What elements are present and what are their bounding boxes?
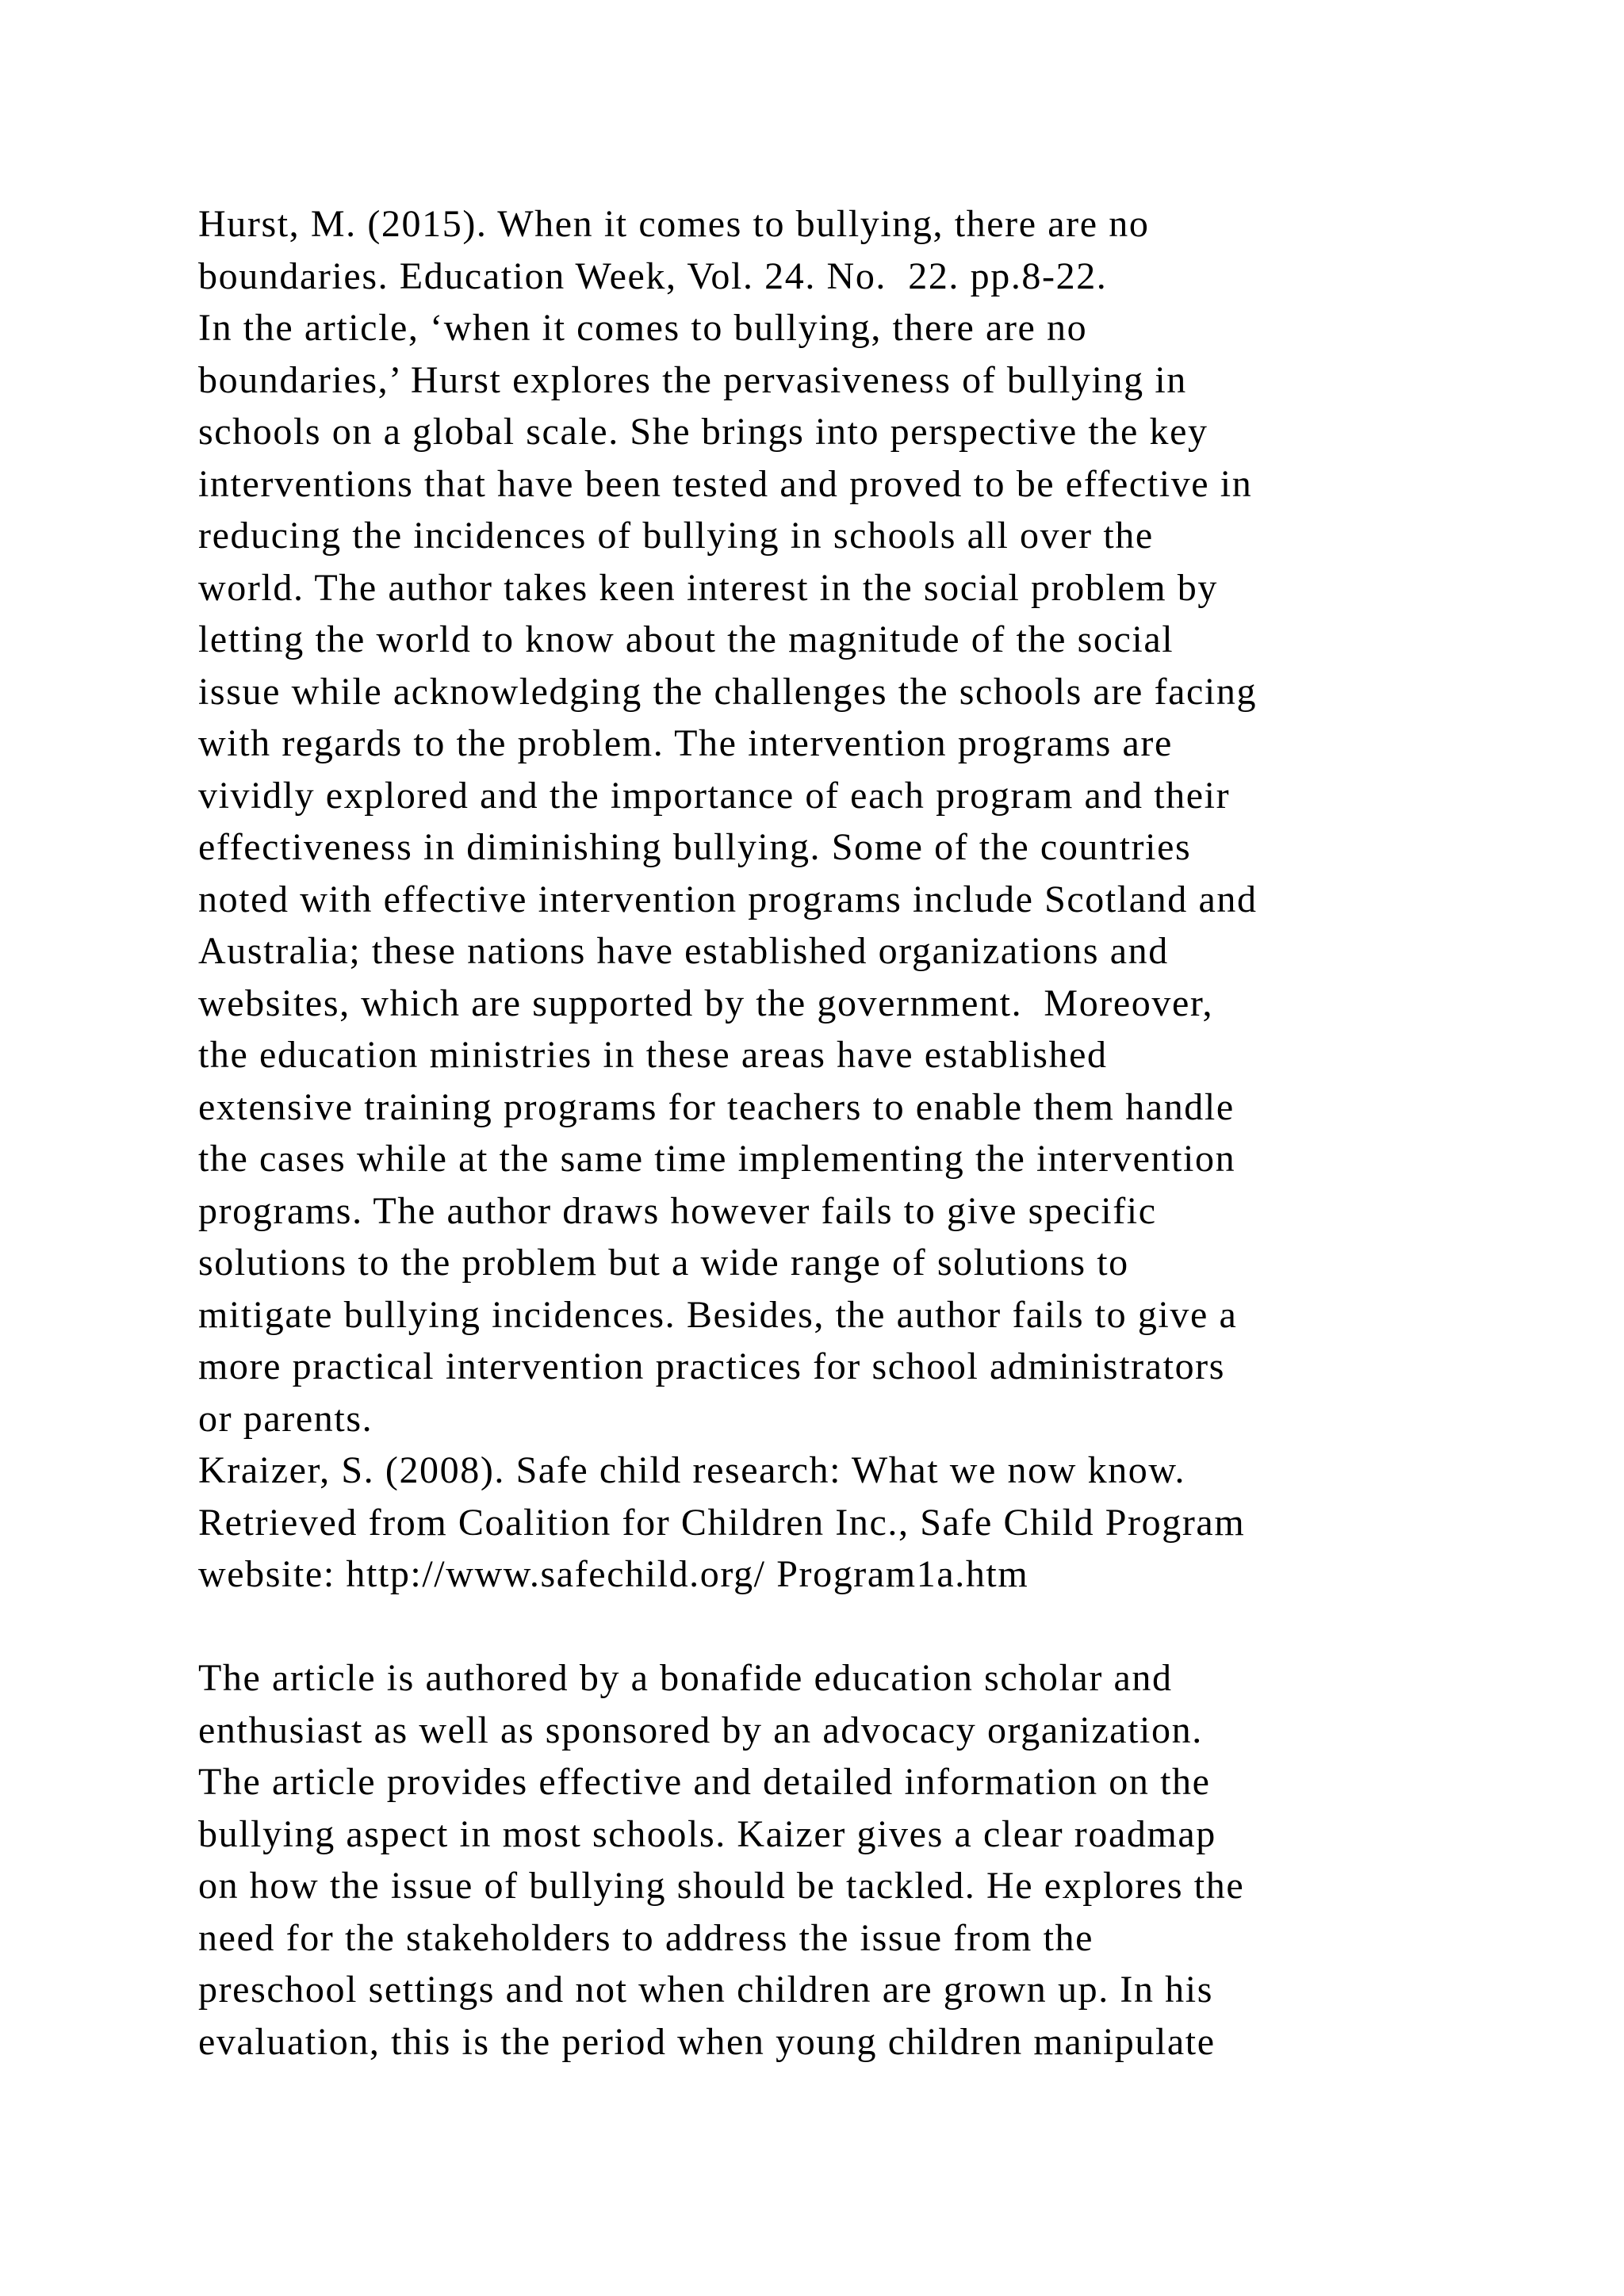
text-line: The article provides effective and detailed information on the [198,1761,1211,1803]
text-line: world. The author takes keen interest in the social problem by [198,566,1218,609]
text-line: programs. The author draws however fails to give specific [198,1189,1157,1232]
text-line: website: http://www.safechild.org/ Program1a.htm [198,1553,1029,1595]
text-line: or parents. [198,1397,373,1440]
text-line: In the article, ‘when it comes to bullying, there are no [198,307,1088,349]
text-line: on how the issue of bullying should be tackled. He explores the [198,1865,1245,1907]
text-line: extensive training programs for teachers to enable them handle [198,1085,1235,1128]
blank-line [198,1601,1515,1653]
text-line: solutions to the problem but a wide range of solutions to [198,1242,1129,1284]
text-line: boundaries. Education Week, Vol. 24. No. 22. pp.8-22. [198,254,1108,297]
text-line: boundaries,’ Hurst explores the pervasiveness of bullying in [198,358,1187,401]
text-line: the education ministries in these areas have established [198,1034,1108,1076]
text-line: more practical intervention practices for school administrators [198,1345,1226,1387]
text-line: preschool settings and not when children are grown up. In his [198,1969,1213,2011]
text-line: bullying aspect in most schools. Kaizer gives a clear roadmap [198,1812,1216,1855]
text-line: interventions that have been tested and proved to be effective in [198,462,1253,505]
text-line: websites, which are supported by the government. Moreover, [198,982,1214,1024]
text-line: schools on a global scale. She brings into perspective the key [198,411,1208,453]
text-line: effectiveness in diminishing bullying. Some of the countries [198,826,1192,868]
text-line: need for the stakeholders to address the issue from the [198,1916,1094,1959]
text-line: reducing the incidences of bullying in schools all over the [198,515,1154,557]
text-line: Kraizer, S. (2008). Safe child research: What we now know. [198,1449,1186,1491]
text-line: Retrieved from Coalition for Children Inc., Safe Child Program [198,1501,1246,1544]
text-line: vividly explored and the importance of each program and their [198,774,1231,817]
text-line: mitigate bullying incidences. Besides, the author fails to give a [198,1293,1238,1336]
text-line: noted with effective intervention programs include Scotland and [198,878,1258,920]
text-line: letting the world to know about the magnitude of the social [198,618,1174,660]
text-line: The article is authored by a bonafide education scholar and [198,1657,1173,1699]
text-line: enthusiast as well as sponsored by an advocacy organization. [198,1709,1203,1751]
text-line: issue while acknowledging the challenges the schools are facing [198,670,1258,713]
text-line: evaluation, this is the period when young children manipulate [198,2020,1216,2063]
document-body [198,198,1515,2068]
text-line: the cases while at the same time implementing the intervention [198,1138,1236,1180]
text-line: with regards to the problem. The intervention programs are [198,722,1173,764]
text-line: Hurst, M. (2015). When it comes to bullying, there are no [198,203,1150,245]
text-line: Australia; these nations have established organizations and [198,930,1169,972]
